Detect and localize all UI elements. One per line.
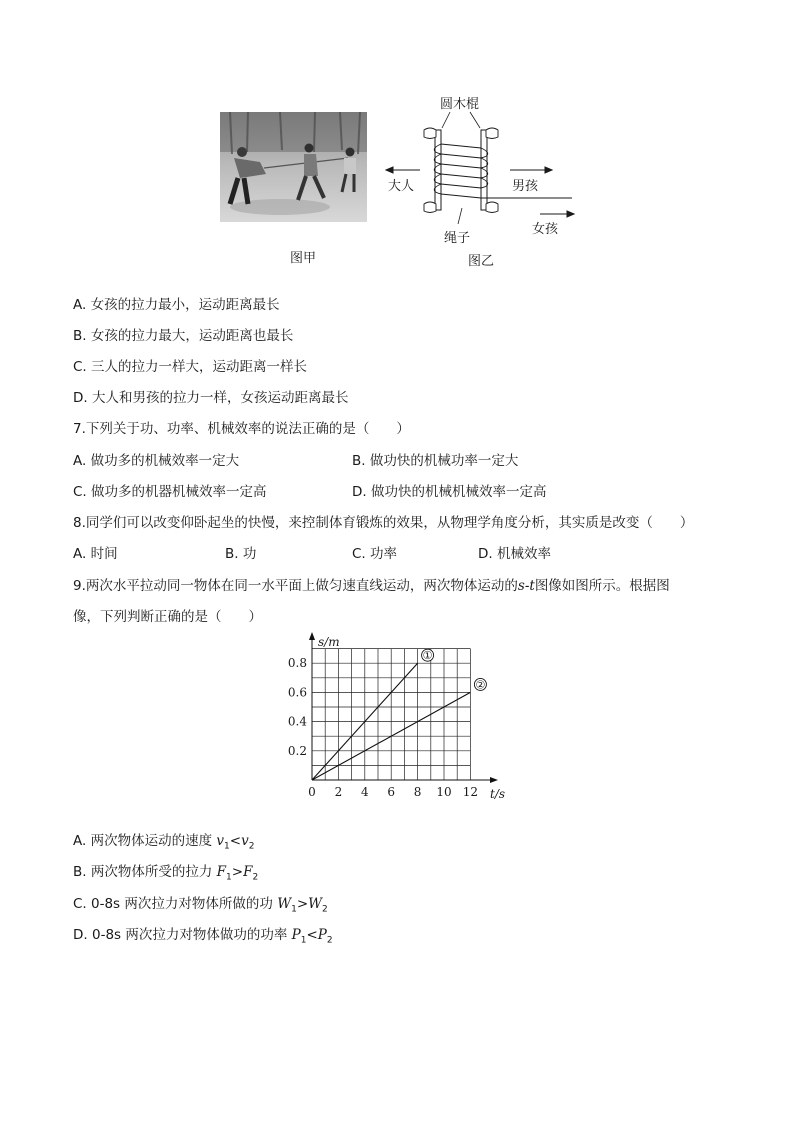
q7-option-a: A. 做功多的机械效率一定大 xyxy=(73,453,240,469)
tug-of-war-photo xyxy=(220,112,367,222)
q8-option-d: D. 机械效率 xyxy=(478,546,551,562)
q6-option-c: C. 三人的拉力一样大，运动距离一样长 xyxy=(73,359,308,375)
x-axis-label: t/s xyxy=(490,787,506,801)
x-tick-label: 8 xyxy=(413,785,422,799)
q8-option-b: B. 功 xyxy=(225,546,257,562)
q8-option-a: A. 时间 xyxy=(73,546,118,562)
y-tick-label: 0.2 xyxy=(287,743,307,758)
y-tick-label: 0.4 xyxy=(287,714,307,729)
q9-option-a: A. 两次物体运动的速度 $v_1<v_2$ xyxy=(73,833,255,852)
y-tick-label: 0.8 xyxy=(287,656,307,671)
q9-stem-line2: 像，下列判断正确的是（ ） xyxy=(73,609,262,625)
s-t-chart xyxy=(285,632,520,808)
series-label-1: ① xyxy=(422,649,433,663)
figure-caption-yi: 图乙 xyxy=(468,254,495,269)
q8-stem: 8.同学们可以改变仰卧起坐的快慢，来控制体育锻炼的效果，从物理学角度分析，其实质是改变（ ） xyxy=(73,515,694,531)
x-tick-label: 6 xyxy=(387,785,396,799)
x-tick-label: 0 xyxy=(308,785,316,799)
y-tick-label: 0.6 xyxy=(287,685,307,700)
q8-option-c: C. 功率 xyxy=(352,546,398,562)
label-stick: 圆木棍 xyxy=(440,97,480,112)
label-rope: 绳子 xyxy=(444,231,471,246)
y-axis-label: s/m xyxy=(318,635,340,649)
q7-option-b: B. 做功快的机械功率一定大 xyxy=(352,453,519,469)
x-tick-label: 10 xyxy=(436,785,452,799)
q6-option-d: D. 大人和男孩的拉力一样，女孩运动距离最长 xyxy=(73,390,349,406)
figure-caption-jia: 图甲 xyxy=(290,251,317,266)
label-adult: 大人 xyxy=(388,179,415,194)
q9-option-b: B. 两次物体所受的拉力 $F_1>F_2$ xyxy=(73,864,259,883)
q9-option-d: D. 0-8s 两次拉力对物体做功的功率 $P_1<P_2$ xyxy=(73,927,333,946)
rope-stick-diagram xyxy=(380,92,590,271)
x-tick-label: 4 xyxy=(360,785,369,799)
q7-option-c: C. 做功多的机器机械效率一定高 xyxy=(73,484,267,500)
q9-stem-line1: 9.两次水平拉动同一物体在同一水平面上做匀速直线运动，两次物体运动的s-t图像如图所示。根据图 xyxy=(73,578,670,594)
x-tick-label: 12 xyxy=(462,785,479,799)
y-axis-arrow xyxy=(309,632,315,640)
q6-option-b: B. 女孩的拉力最大，运动距离也最长 xyxy=(73,328,294,344)
x-tick-label: 2 xyxy=(334,785,343,799)
q6-option-a: A. 女孩的拉力最小，运动距离最长 xyxy=(73,297,280,313)
label-boy: 男孩 xyxy=(512,179,539,194)
x-axis-arrow xyxy=(490,777,498,783)
label-girl: 女孩 xyxy=(532,222,559,237)
q9-option-c: C. 0-8s 两次拉力对物体所做的功 $W_1>W_2$ xyxy=(73,896,328,915)
series-label-2: ② xyxy=(475,678,486,692)
q7-option-d: D. 做功快的机械机械效率一定高 xyxy=(352,484,547,500)
q7-stem: 7.下列关于功、功率、机械效率的说法正确的是（ ） xyxy=(73,421,410,437)
